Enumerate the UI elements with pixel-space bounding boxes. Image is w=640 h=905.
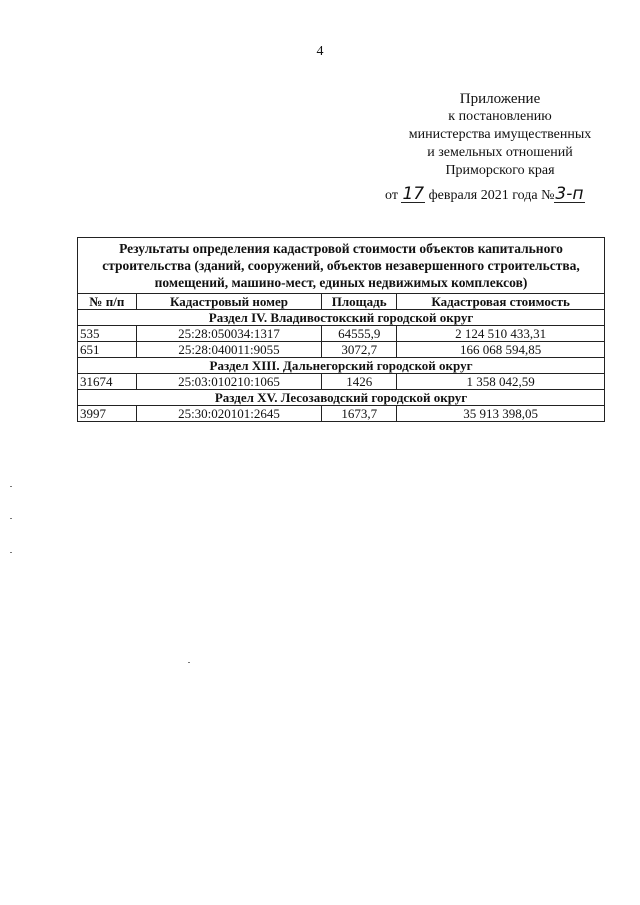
table-row: [78, 342, 605, 358]
appendix-line: к постановлению: [448, 109, 552, 124]
appendix-line: министерства имущественных: [408, 127, 592, 142]
table-caption: Результаты определения кадастровой стоимости объектов капитального строительства (зданий, сооружений, объектов незавершенного строительства, помещений, машино-мест, единых недвижимых комплексов): [78, 238, 605, 294]
header-number: № п/п: [78, 294, 137, 310]
date-rest: февраля 2021 года №: [428, 188, 555, 203]
date-line: [385, 186, 625, 204]
cell-cadastral-number: 25:03:010210:1065: [136, 374, 321, 390]
table-header-row: [78, 294, 605, 310]
cell-area: 1426: [322, 374, 397, 390]
section-title: Раздел IV. Владивостокский городской округ: [78, 310, 605, 326]
cell-cadastral-number: 25:30:020101:2645: [136, 406, 321, 422]
cell-number: 651: [78, 342, 137, 358]
table-row: [78, 406, 605, 422]
scan-speck: [10, 486, 12, 487]
cell-cadastral-value: 1 358 042,59: [397, 374, 605, 390]
header-area: Площадь: [322, 294, 397, 310]
cell-cadastral-value: 35 913 398,05: [397, 406, 605, 422]
cell-cadastral-number: 25:28:050034:1317: [136, 326, 321, 342]
date-day: 17: [402, 184, 425, 204]
table-row: [78, 374, 605, 390]
table-row: [78, 326, 605, 342]
date-prefix: от: [385, 188, 398, 203]
cell-cadastral-value: 2 124 510 433,31: [397, 326, 605, 342]
section-title: Раздел XIII. Дальнегорский городской округ: [78, 358, 605, 374]
header-cadastral-value: Кадастровая стоимость: [397, 294, 605, 310]
scan-speck: [10, 552, 12, 553]
page-number: 4: [316, 44, 324, 59]
header-cadastral-number: Кадастровый номер: [136, 294, 321, 310]
cell-area: 3072,7: [322, 342, 397, 358]
appendix-title: Приложение: [459, 91, 541, 107]
cadastral-value-table: [77, 237, 605, 422]
appendix-line: Приморского края: [445, 163, 555, 178]
cell-area: 64555,9: [322, 326, 397, 342]
cell-number: 31674: [78, 374, 137, 390]
section-row: [78, 390, 605, 406]
cell-cadastral-value: 166 068 594,85: [397, 342, 605, 358]
scan-speck: [10, 518, 12, 519]
cell-number: 535: [78, 326, 137, 342]
cell-number: 3997: [78, 406, 137, 422]
cell-cadastral-number: 25:28:040011:9055: [136, 342, 321, 358]
appendix-line: и земельных отношений: [427, 145, 573, 160]
doc-number: 3-п: [555, 184, 584, 204]
section-row: [78, 310, 605, 326]
section-title: Раздел XV. Лесозаводский городской округ: [78, 390, 605, 406]
scan-speck: [188, 662, 190, 663]
section-row: [78, 358, 605, 374]
cell-area: 1673,7: [322, 406, 397, 422]
appendix-block: [380, 90, 620, 180]
